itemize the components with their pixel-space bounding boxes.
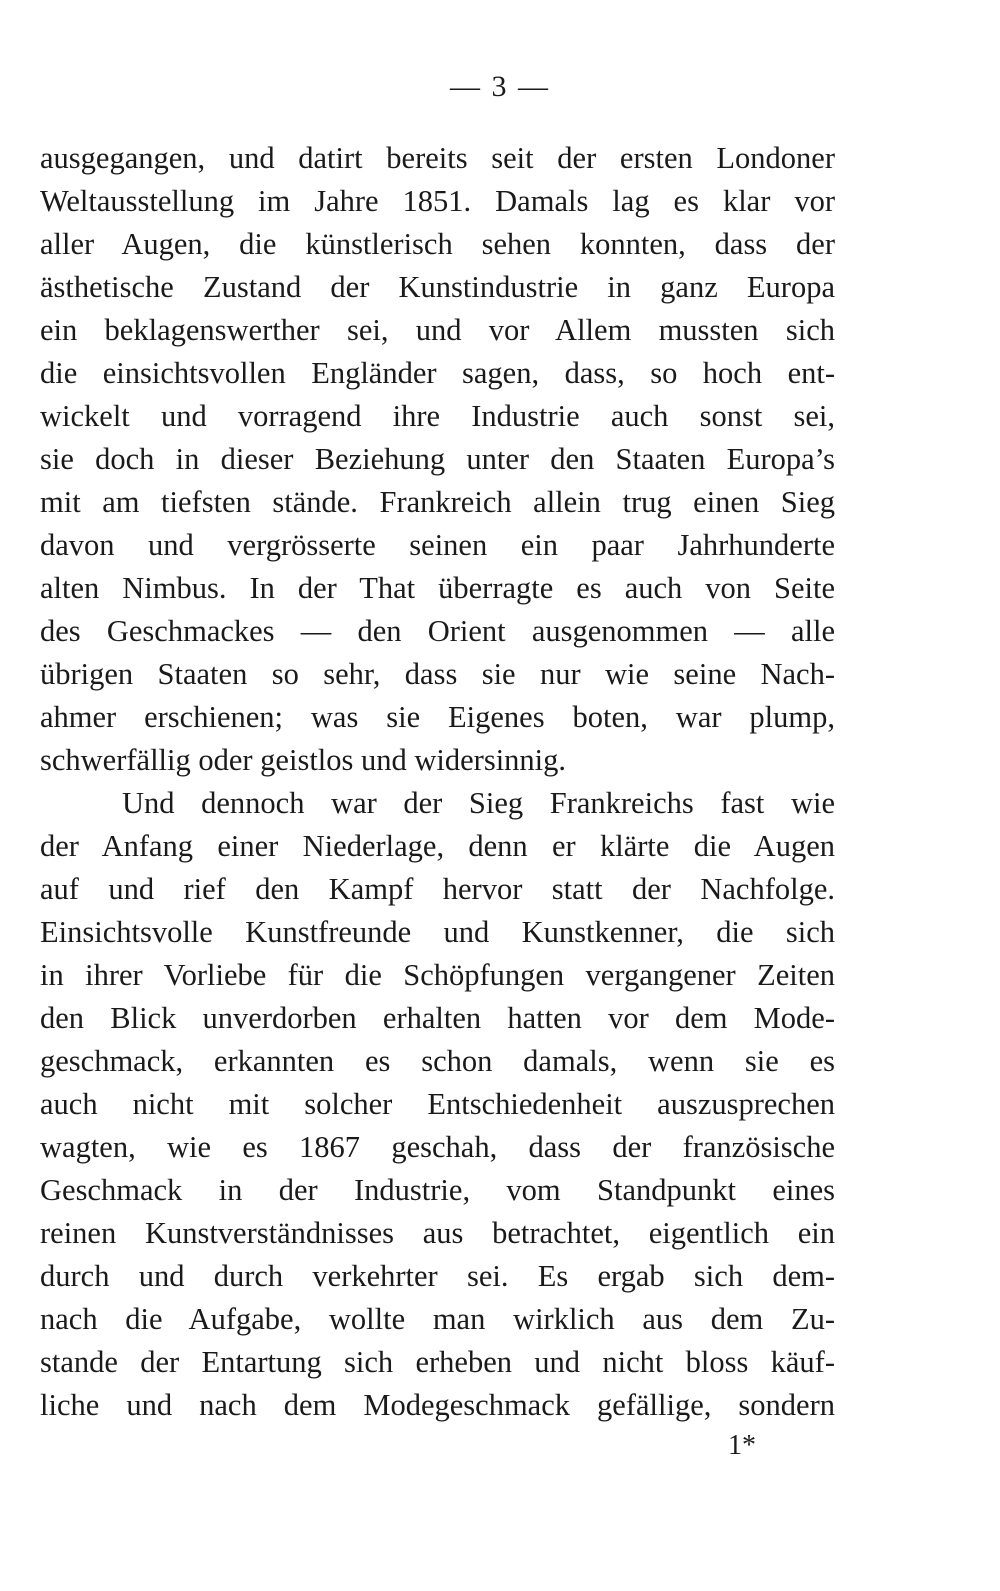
text-line: wagten, wie es 1867 geschah, dass der französische [40,1130,835,1164]
text-line: reinen Kunstverständnisses aus betrachtet, eigentlich ein [40,1216,835,1250]
text-line: Einsichtsvolle Kunstfreunde und Kunstkenner, die sich [40,915,835,949]
text-line: auf und rief den Kampf hervor statt der Nachfolge. [40,872,835,906]
text-line: die einsichtsvollen Engländer sagen, dass, so hoch ent- [40,356,835,390]
text-line: der Anfang einer Niederlage, denn er klärte die Augen [40,829,835,863]
text-line: aller Augen, die künstlerisch sehen konnten, dass der [40,227,835,261]
text-line: den Blick unverdorben erhalten hatten vor dem Mode- [40,1001,835,1035]
text-line: übrigen Staaten so sehr, dass sie nur wie seine Nach- [40,657,835,691]
text-line: geschmack, erkannten es schon damals, wenn sie es [40,1044,835,1078]
text-line: alten Nimbus. In der That überragte es auch von Seite [40,571,835,605]
text-line: schwerfällig oder geistlos und widersinnig. [40,743,567,777]
text-line: ausgegangen, und datirt bereits seit der ersten Londoner [40,141,835,175]
text-line: mit am tiefsten stände. Frankreich allein trug einen Sieg [40,485,835,519]
text-line: Geschmack in der Industrie, vom Standpunkt eines [40,1173,835,1207]
text-line: sie doch in dieser Beziehung unter den Staaten Europa’s [40,442,835,476]
text-line: ein beklagenswerther sei, und vor Allem mussten sich [40,313,835,347]
page-number-header: — 3 — [450,70,550,103]
text-line: ahmer erschienen; was sie Eigenes boten, war plump, [40,700,835,734]
text-line: nach die Aufgabe, wollte man wirklich aus dem Zu- [40,1302,835,1336]
text-line: des Geschmackes — den Orient ausgenommen — alle [40,614,835,648]
sheet-signature: 1* [728,1430,756,1461]
text-line: Weltausstellung im Jahre 1851. Damals lag es klar vor [40,184,835,218]
text-line: ästhetische Zustand der Kunstindustrie in ganz Europa [40,270,835,304]
text-line: auch nicht mit solcher Entschiedenheit auszusprechen [40,1087,835,1121]
text-line: in ihrer Vorliebe für die Schöpfungen vergangener Zeiten [40,958,835,992]
paragraph-2 [40,782,835,1427]
text-line: wickelt und vorragend ihre Industrie auch sonst sei, [40,399,835,433]
text-line: Und dennoch war der Sieg Frankreichs fast wie [122,786,835,820]
text-line: stande der Entartung sich erheben und nicht bloss käuf- [40,1345,835,1379]
text-line: liche und nach dem Modegeschmack gefällige, sondern [40,1388,835,1422]
text-line: davon und vergrösserte seinen ein paar Jahrhunderte [40,528,835,562]
paragraph-1 [40,137,835,782]
text-line: durch und durch verkehrter sei. Es ergab sich dem- [40,1259,835,1293]
